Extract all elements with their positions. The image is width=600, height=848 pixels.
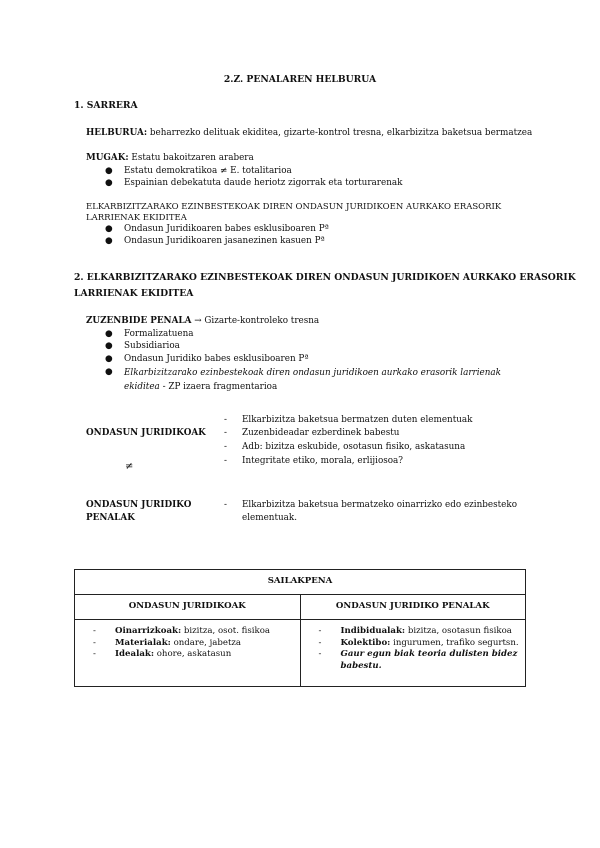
ojp-text-line-1: Elkarbizitza baketsua bermatzeko oinarrizko edo ezinbesteko [242,500,517,510]
row-text: ohore, askatasun [154,649,232,660]
col1-cell [75,620,301,687]
table-row [319,626,520,638]
section-1-heading: 1. SARRERA [74,100,138,111]
row-label: Materialak: [115,637,171,648]
ojp-label-line-1: ONDASUN JURIDIKO [86,500,192,510]
page-title: 2.Z. PENALAREN HELBURUA [223,74,377,85]
bullet-icon: ● [105,329,113,339]
sailakpena-table [74,569,526,687]
bullet-icon: ● [105,354,113,364]
bullet-icon: ● [105,224,113,234]
zuzenbide-text: Gizarte-kontroleko tresna [204,316,320,326]
row-text: ingurumen, trafiko segurtsn. [390,637,519,648]
row-label: Kolektibo: [340,637,391,648]
list-item: Espainian debekatuta daude heriotz zigorrak eta torturarenak [124,178,403,188]
mugak-label: MUGAK: [86,153,129,163]
section-2-heading-line-2: LARRIENAK EKIDITEA [74,288,194,299]
dash: - [318,626,322,636]
helburua-text: beharrezko delituak ekiditea, gizarte-kontrol tresna, elkarbizitza baketsua bermatzea [147,128,533,138]
fragmentary-rest: - ZP izaera fragmentarioa [159,381,278,392]
oj-item: Elkarbizitza baketsua bermatzen duten elementuak [242,415,473,425]
fragmentary-italic: Elkarbizitzarako ezinbestekoak diren ondasun juridikoen aurkako erasorik larrienak ekiditea [124,368,502,392]
col2-cell [300,620,526,687]
section-2-heading-line-1: 2. ELKARBIZITZARAKO EZINBESTEKOAK DIREN ONDASUN JURIDIKOEN AURKAKO ERASORIK [74,272,576,283]
row-label: Oinarrizkoak: [115,626,182,636]
table-row [93,649,294,661]
table-title: SAILAKPENA [75,570,526,595]
dash: - [224,500,227,510]
list-item: Estatu demokratikoa ≠ E. totalitarioa [124,166,292,176]
dash: - [318,649,322,660]
table-row [93,626,294,638]
list-item: Ondasun Juridikoaren jasanezinen kasuen Pª [124,236,325,246]
elk-heading: ELKARBIZITZARAKO EZINBESTEKOAK DIREN ONDASUN JURIDIKOEN AURKAKO ERASORIK LARRIENAK EKIDITEA [86,202,502,223]
helburua-label: HELBURUA: [86,128,148,138]
dash: - [318,637,322,648]
helburua-line [86,128,532,140]
dash: - [224,442,227,452]
list-item: Ondasun Juridikoaren babes esklusiboaren Pª [124,224,329,234]
not-equal-icon: ≠ [125,461,134,472]
bullet-icon: ● [105,178,113,188]
bullet-icon: ● [105,341,113,351]
list-item: Subsidiarioa [124,341,180,351]
oj-item: Integritate etiko, morala, erlijiosoa? [242,456,404,466]
dash: - [93,649,96,660]
row-text: bizitza, osot. fisikoa [181,626,271,636]
oj-item: Adb: bizitza eskubide, osotasun fisiko, askatasuna [242,442,466,452]
dash: - [224,415,227,425]
row-text: ondare, jabetza [170,637,242,648]
dash: - [93,637,96,648]
ojp-text-line-2: elementuak. [242,513,298,523]
row-label: Indibidualak: [340,626,406,636]
row-text: bizitza, osotasun fisikoa [405,626,512,636]
row-label: Idealak: [115,649,155,660]
col1-header: ONDASUN JURIDIKOAK [75,595,301,620]
dash: - [224,456,227,466]
mugak-line [86,153,254,165]
row-italic-note: Gaur egun biak teoria dulisten bidez babestu. [340,649,518,671]
col2-header: ONDASUN JURIDIKO PENALAK [300,595,526,620]
arrow-icon: → [191,316,205,326]
oj-item: Zuzenbideadar ezberdinek babestu [242,428,400,438]
list-item: Ondasun Juridiko babes esklusiboaren Pª [124,354,309,364]
dash: - [93,626,96,636]
list-item: Formalizatuena [124,329,194,339]
table-row [319,638,520,650]
oj-label: ONDASUN JURIDIKOAK [86,428,206,438]
table-row [319,649,520,672]
ojp-label-line-2: PENALAK [86,513,135,523]
zuzenbide-label: ZUZENBIDE PENALA [86,316,192,326]
zuzenbide-line [86,316,319,328]
bullet-icon: ● [105,236,113,246]
mugak-text: Estatu bakoitzaren arabera [128,153,254,163]
dash: - [224,428,227,438]
list-item-fragmentary [124,367,524,394]
bullet-icon: ● [105,166,113,176]
bullet-icon: ● [105,367,113,377]
table-row [93,638,294,650]
